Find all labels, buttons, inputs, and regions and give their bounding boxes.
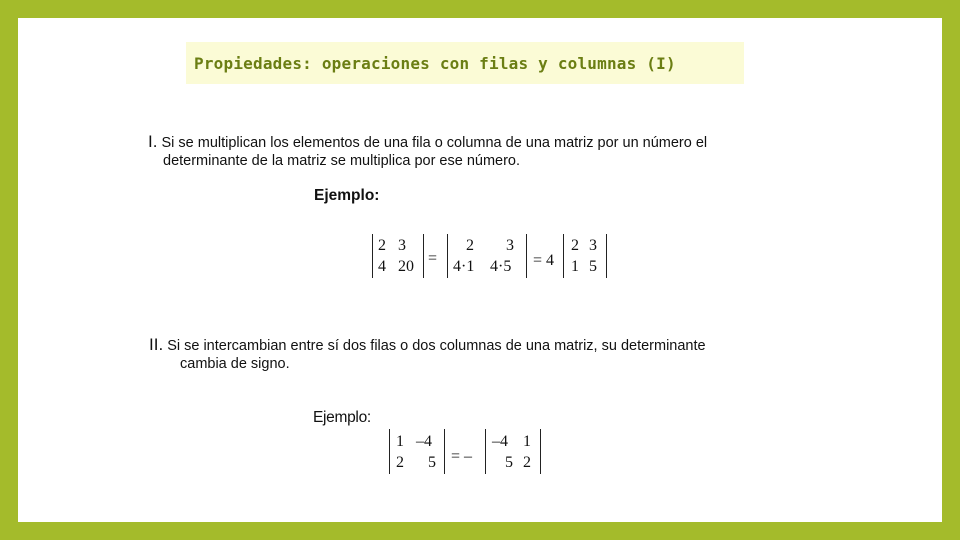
det-b-cell: 2 <box>466 237 474 254</box>
property-1 <box>148 133 838 170</box>
det-a-cell: 2 <box>396 454 404 471</box>
det-b-cell: 4·5 <box>490 258 512 275</box>
equals-four: = 4 <box>533 252 555 269</box>
property-2 <box>149 336 839 373</box>
property-2-line-1: Si se intercambian entre sí dos filas o dos columnas de una matriz, su determinante <box>163 338 706 354</box>
property-2-line-2: cambia de signo. <box>180 356 290 372</box>
det-c-cell: 1 <box>571 258 579 275</box>
example-2-label: Ejemplo: <box>313 409 371 426</box>
det-b-cell: –4 <box>492 433 508 450</box>
slide <box>18 18 942 522</box>
property-1-line-1: Si se multiplican los elementos de una fila o columna de una matriz por un número el <box>157 135 708 151</box>
property-1-line-2: determinante de la matriz se multiplica por ese número. <box>163 153 521 169</box>
det-a-cell: –4 <box>416 433 432 450</box>
title-box <box>186 42 744 84</box>
det-b-cell: 2 <box>523 454 531 471</box>
det-b-cell: 5 <box>505 454 513 471</box>
det-c-cell: 5 <box>589 258 597 275</box>
det-a-cell: 5 <box>428 454 436 471</box>
example-2-determinant-b <box>485 429 541 474</box>
det-a-cell: 3 <box>398 237 406 254</box>
example-1-determinant-a <box>372 234 424 278</box>
slide-title: Propiedades: operaciones con filas y columnas (I) <box>194 53 676 73</box>
example-1-determinant-c <box>563 234 607 278</box>
det-a-cell: 2 <box>378 237 386 254</box>
equals-sign: = <box>428 250 438 267</box>
example-1-label: Ejemplo: <box>314 187 380 204</box>
det-b-cell: 4·1 <box>453 258 475 275</box>
example-1-determinant-b <box>447 234 527 278</box>
property-2-number: II. <box>149 335 164 354</box>
example-2-determinant-a <box>389 429 445 474</box>
det-b-cell: 3 <box>506 237 514 254</box>
equals-minus: = – <box>451 448 473 465</box>
det-c-cell: 3 <box>589 237 597 254</box>
det-a-cell: 1 <box>396 433 404 450</box>
property-1-number: I. <box>148 132 158 151</box>
det-a-cell: 20 <box>398 258 414 275</box>
det-a-cell: 4 <box>378 258 386 275</box>
det-c-cell: 2 <box>571 237 579 254</box>
det-b-cell: 1 <box>523 433 531 450</box>
